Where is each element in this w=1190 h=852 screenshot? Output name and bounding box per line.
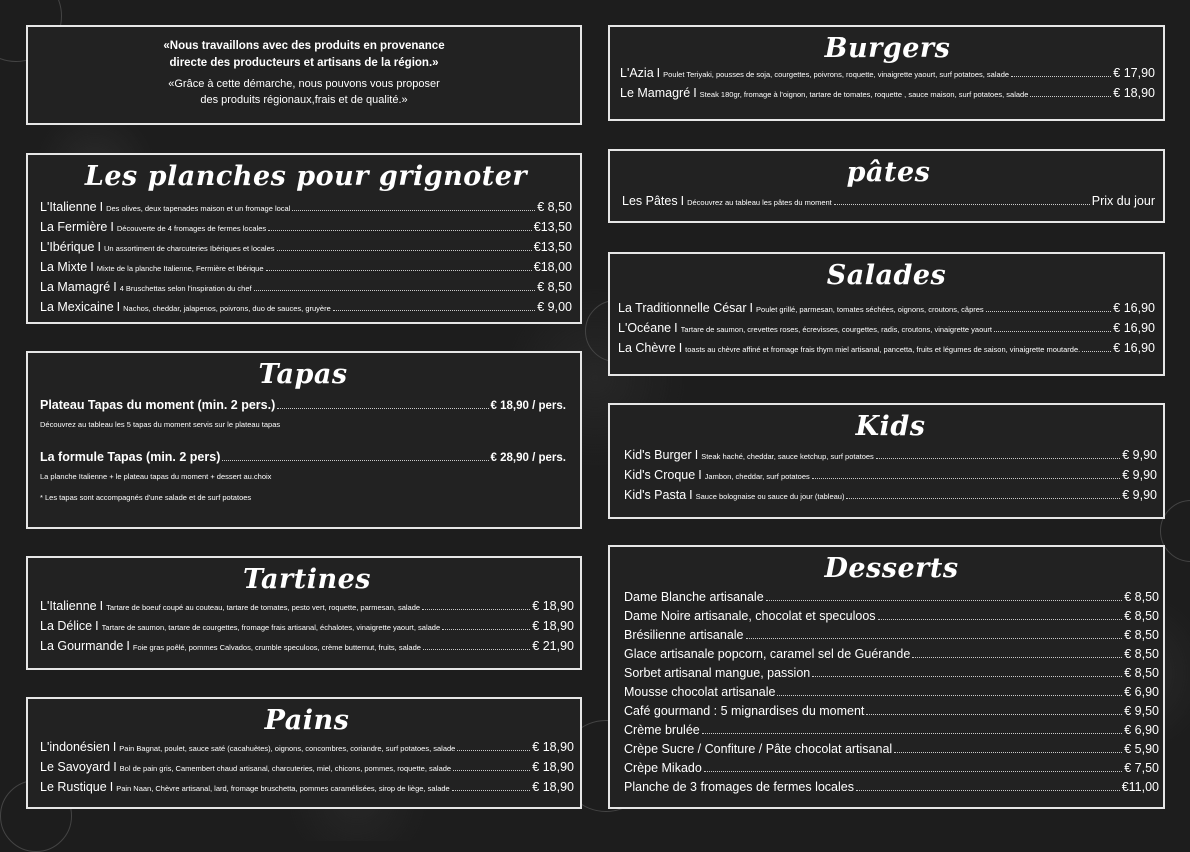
menu-item <box>40 597 574 617</box>
item-name: L'indonésien <box>40 740 110 754</box>
leader-dots <box>912 656 1122 658</box>
kids-section <box>608 403 1165 519</box>
item-name: Café gourmand : 5 mignardises du moment <box>624 704 865 718</box>
item-name: Glace artisanale popcorn, caramel sel de Guérande <box>624 647 911 661</box>
item-description: Des olives, deux tapenades maison et un fromage local <box>106 204 291 213</box>
tapas-note: * Les tapas sont accompagnés d'une salade et de surf potatoes <box>40 493 252 502</box>
menu-item <box>40 198 572 218</box>
item-price: € 6,90 <box>1124 723 1159 737</box>
planches-section <box>26 153 582 324</box>
desserts-list <box>624 588 1159 797</box>
leader-dots <box>292 209 535 211</box>
pates-list <box>622 192 1155 212</box>
menu-item <box>620 64 1155 84</box>
menu-item <box>624 466 1157 486</box>
item-price: € 16,90 <box>1113 321 1155 335</box>
item-name: La Chèvre <box>618 341 676 355</box>
leader-dots <box>704 770 1122 772</box>
item-price: € 8,50 <box>1124 628 1159 642</box>
menu-item <box>618 299 1155 319</box>
item-separator: I <box>97 240 101 254</box>
item-description: Poulet Teriyaki, pousses de soja, courgettes, poivrons, roquette, vinaigrette yaourt, surf potatoes, salade <box>663 70 1010 79</box>
item-price: € 16,90 <box>1113 341 1155 355</box>
menu-item <box>40 278 572 298</box>
item-description: Nachos, cheddar, jalapenos, poivrons, duo de sauces, gruyère <box>123 304 331 313</box>
item-separator: I <box>113 760 117 774</box>
item-price: Prix du jour <box>1091 194 1155 208</box>
item-price: €18,00 <box>533 260 572 274</box>
leader-dots <box>866 713 1122 715</box>
item-description: Un assortiment de charcuteries Ibériques et locales <box>104 244 275 253</box>
leader-dots <box>766 599 1123 601</box>
item-name: La formule Tapas (min. 2 pers) <box>40 450 221 464</box>
item-name: Planche de 3 fromages de fermes locales <box>624 780 854 794</box>
item-price: € 8,50 <box>1124 647 1159 661</box>
item-price: € 7,50 <box>1124 761 1159 775</box>
leader-dots <box>422 608 530 610</box>
leader-dots <box>268 229 532 231</box>
menu-item <box>624 446 1157 466</box>
item-description: Découvrez au tableau les 5 tapas du moment servis sur le plateau tapas <box>40 420 281 429</box>
item-separator: I <box>126 639 130 653</box>
item-description: Poulet grillé, parmesan, tomates séchées, oignons, croutons, câpres <box>756 305 984 314</box>
menu-item <box>40 238 572 258</box>
leader-dots <box>846 497 1120 499</box>
item-description: Steak 180gr, fromage à l'oignon, tartare de tomates, roquette , sauce maison, surf potatoes, salade <box>699 90 1029 99</box>
leader-dots <box>894 751 1122 753</box>
tapas-section <box>26 351 582 529</box>
pains-list <box>40 738 574 798</box>
item-name: La Traditionnelle César <box>618 301 747 315</box>
item-name: Dame Noire artisanale, chocolat et speculoos <box>624 609 876 623</box>
item-separator: I <box>689 488 693 502</box>
item-description: 4 Bruschettas selon l'inspiration du chef <box>119 284 252 293</box>
item-price: € 18,90 <box>532 740 574 754</box>
item-name: L'Ibérique <box>40 240 95 254</box>
item-separator: I <box>674 321 678 335</box>
menu-item <box>624 588 1159 607</box>
item-separator: I <box>678 341 683 355</box>
leader-dots <box>812 675 1122 677</box>
leader-dots <box>1082 350 1111 352</box>
leader-dots <box>452 789 531 791</box>
item-name: Crème brulée <box>624 723 700 737</box>
leader-dots <box>876 457 1120 459</box>
menu-item <box>40 218 572 238</box>
item-description: La planche Italienne + le plateau tapas du moment + dessert au.choix <box>40 472 272 481</box>
item-name: La Fermière <box>40 220 108 234</box>
intro-line: directe des producteurs et artisans de la région.» <box>169 57 439 69</box>
menu-item <box>624 607 1159 626</box>
intro-panel <box>26 25 582 125</box>
item-separator: I <box>110 220 114 234</box>
item-price: €13,50 <box>533 220 572 234</box>
pains-section <box>26 697 582 809</box>
item-price: € 9,90 <box>1122 448 1157 462</box>
item-price: €11,00 <box>1121 780 1159 794</box>
menu-item <box>40 258 572 278</box>
section-title: Tapas <box>258 359 348 390</box>
planches-list <box>40 198 572 318</box>
item-name: Les Pâtes <box>622 194 678 208</box>
item-price: € 18,90 <box>532 760 574 774</box>
item-name: La Mamagré <box>40 280 111 294</box>
leader-dots <box>254 289 536 291</box>
item-separator: I <box>99 599 104 613</box>
leader-dots <box>986 310 1112 312</box>
menu-item <box>624 683 1159 702</box>
item-price: € 18,90 <box>532 780 574 794</box>
item-separator: I <box>109 780 114 794</box>
item-price: € 17,90 <box>1113 66 1155 80</box>
item-price: € 8,50 <box>1124 609 1159 623</box>
menu-item <box>624 664 1159 683</box>
menu-item <box>624 486 1157 506</box>
item-separator: I <box>749 301 754 315</box>
menu-item <box>40 637 574 657</box>
leader-dots <box>277 249 532 251</box>
item-price: € 9,90 <box>1122 468 1157 482</box>
menu-item <box>40 758 574 778</box>
item-description: Steak haché, cheddar, sauce ketchup, surf potatoes <box>701 452 874 461</box>
item-price: € 6,90 <box>1124 685 1159 699</box>
item-description: Sauce bolognaise ou sauce du jour (tableau) <box>695 492 845 501</box>
section-title: Desserts <box>824 553 959 584</box>
leader-dots <box>266 269 532 271</box>
item-description: Tartare de saumon, crevettes roses, écrevisses, courgettes, radis, croutons, vinaigrette yaourt <box>680 325 993 334</box>
tartines-list <box>40 597 574 657</box>
menu-item <box>40 298 572 318</box>
burgers-section <box>608 25 1165 121</box>
menu-item <box>40 778 574 798</box>
item-separator: I <box>90 260 94 274</box>
leader-dots <box>834 203 1090 205</box>
item-price: € 28,90 / pers. <box>490 452 566 464</box>
leader-dots <box>812 477 1120 479</box>
item-price: € 18,90 <box>532 599 574 613</box>
item-name: La Mixte <box>40 260 88 274</box>
item-separator: I <box>95 619 99 633</box>
intro-line: des produits régionaux,frais et de qualité.» <box>200 94 408 106</box>
section-title: Tartines <box>243 564 371 595</box>
intro-line: «Grâce à cette démarche, nous pouvons vous proposer <box>168 78 440 90</box>
item-price: € 8,50 <box>537 280 572 294</box>
item-name: La Délice <box>40 619 93 633</box>
item-description: toasts au chèvre affiné et fromage frais thym miel artisanal, pancetta, fruits et légumes de saison, vinaigrette moutarde. <box>685 345 1081 354</box>
item-description: Pain Naan, Chèvre artisanal, lard, fromage bruschetta, pommes caramélisées, sirop de liège, salade <box>116 784 450 793</box>
salades-list <box>618 299 1155 359</box>
item-separator: I <box>112 740 117 754</box>
leader-dots <box>994 330 1111 332</box>
desserts-section <box>608 545 1165 809</box>
item-separator: I <box>99 200 104 214</box>
item-separator: I <box>116 300 121 314</box>
item-name: Brésilienne artisanale <box>624 628 744 642</box>
item-price: € 9,50 <box>1124 704 1159 718</box>
intro-line: «Nous travaillons avec des produits en provenance <box>163 40 445 52</box>
leader-dots <box>1030 95 1111 97</box>
item-name: Crèpe Mikado <box>624 761 702 775</box>
item-description: Tartare de boeuf coupé au couteau, tartare de tomates, pesto vert, roquette, parmesan, salade <box>106 603 421 612</box>
item-price: € 9,00 <box>537 300 572 314</box>
item-price: € 21,90 <box>532 639 574 653</box>
item-name: Le Rustique <box>40 780 107 794</box>
section-title: Pains <box>264 705 350 736</box>
menu-item <box>618 339 1155 359</box>
item-price: € 18,90 <box>532 619 574 633</box>
leader-dots <box>222 459 488 461</box>
item-separator: I <box>698 468 702 482</box>
section-title: Kids <box>855 411 926 442</box>
item-price: € 5,90 <box>1124 742 1159 756</box>
menu-item <box>624 702 1159 721</box>
item-separator: I <box>693 86 697 100</box>
item-price: € 8,50 <box>1124 590 1159 604</box>
item-description: Découverte de 4 fromages de fermes locales <box>116 224 267 233</box>
burgers-list <box>620 64 1155 104</box>
item-description: Mixte de la planche Italienne, Fermière et Ibérique <box>96 264 264 273</box>
leader-dots <box>453 769 530 771</box>
menu-item <box>624 759 1159 778</box>
menu-item <box>624 721 1159 740</box>
item-description: Tartare de saumon, tartare de courgettes, fromage frais artisanal, échalotes, vinaigrette yaourt, salade <box>101 623 441 632</box>
section-title: Salades <box>826 260 947 291</box>
leader-dots <box>333 309 535 311</box>
item-separator: I <box>113 280 117 294</box>
item-price: € 8,50 <box>537 200 572 214</box>
item-name: Kid's Croque <box>624 468 696 482</box>
leader-dots <box>1011 75 1111 77</box>
item-name: L'Italienne <box>40 599 97 613</box>
menu-item <box>620 84 1155 104</box>
leader-dots <box>277 407 488 409</box>
leader-dots <box>746 637 1123 639</box>
item-price: € 9,90 <box>1122 488 1157 502</box>
item-price: €13,50 <box>533 240 572 254</box>
item-description: Jambon, cheddar, surf potatoes <box>704 472 810 481</box>
item-price: € 18,90 <box>1113 86 1155 100</box>
item-name: L'Italienne <box>40 200 97 214</box>
item-name: Le Savoyard <box>40 760 111 774</box>
menu-item <box>40 448 566 468</box>
leader-dots <box>777 694 1122 696</box>
item-name: Crèpe Sucre / Confiture / Pâte chocolat artisanal <box>624 742 893 756</box>
menu-item <box>624 778 1159 797</box>
item-name: La Mexicaine <box>40 300 114 314</box>
kids-list <box>624 446 1157 506</box>
section-title: pâtes <box>846 157 931 188</box>
item-name: Mousse chocolat artisanale <box>624 685 776 699</box>
leader-dots <box>457 749 530 751</box>
menu-item <box>40 617 574 637</box>
item-name: Le Mamagré <box>620 86 691 100</box>
item-price: € 16,90 <box>1113 301 1155 315</box>
menu-item <box>618 319 1155 339</box>
item-name: La Gourmande <box>40 639 124 653</box>
menu-item <box>624 740 1159 759</box>
item-name: Sorbet artisanal mangue, passion <box>624 666 811 680</box>
item-name: Plateau Tapas du moment (min. 2 pers.) <box>40 398 276 412</box>
leader-dots <box>442 628 530 630</box>
item-name: Kid's Pasta <box>624 488 687 502</box>
menu-item <box>40 738 574 758</box>
item-description: Bol de pain gris, Camembert chaud artisanal, charcuteries, miel, chicons, pommes, roquette, salade <box>119 764 452 773</box>
menu-item <box>622 192 1155 212</box>
item-name: L'Océane <box>618 321 672 335</box>
item-name: L'Azia <box>620 66 654 80</box>
item-description: Découvrez au tableau les pâtes du moment <box>687 198 832 207</box>
item-separator: I <box>656 66 661 80</box>
leader-dots <box>702 732 1123 734</box>
salades-section <box>608 252 1165 376</box>
item-separator: I <box>680 194 685 208</box>
leader-dots <box>856 789 1120 791</box>
menu-item <box>624 626 1159 645</box>
item-name: Kid's Burger <box>624 448 692 462</box>
section-title: Burgers <box>824 33 951 64</box>
item-name: Dame Blanche artisanale <box>624 590 764 604</box>
leader-dots <box>878 618 1123 620</box>
section-title: Les planches pour grignoter <box>84 161 528 192</box>
tartines-section <box>26 556 582 670</box>
item-description: Foie gras poêlé, pommes Calvados, crumble speculoos, crème butternut, fruits, salade <box>132 643 421 652</box>
menu-item <box>40 396 566 416</box>
item-price: € 8,50 <box>1124 666 1159 680</box>
item-description: Pain Bagnat, poulet, sauce saté (cacahuètes), oignons, concombres, coriandre, surf potatoes, salade <box>119 744 456 753</box>
menu-item <box>624 645 1159 664</box>
leader-dots <box>423 648 530 650</box>
item-separator: I <box>694 448 699 462</box>
item-price: € 18,90 / pers. <box>490 400 566 412</box>
pates-section <box>608 149 1165 223</box>
